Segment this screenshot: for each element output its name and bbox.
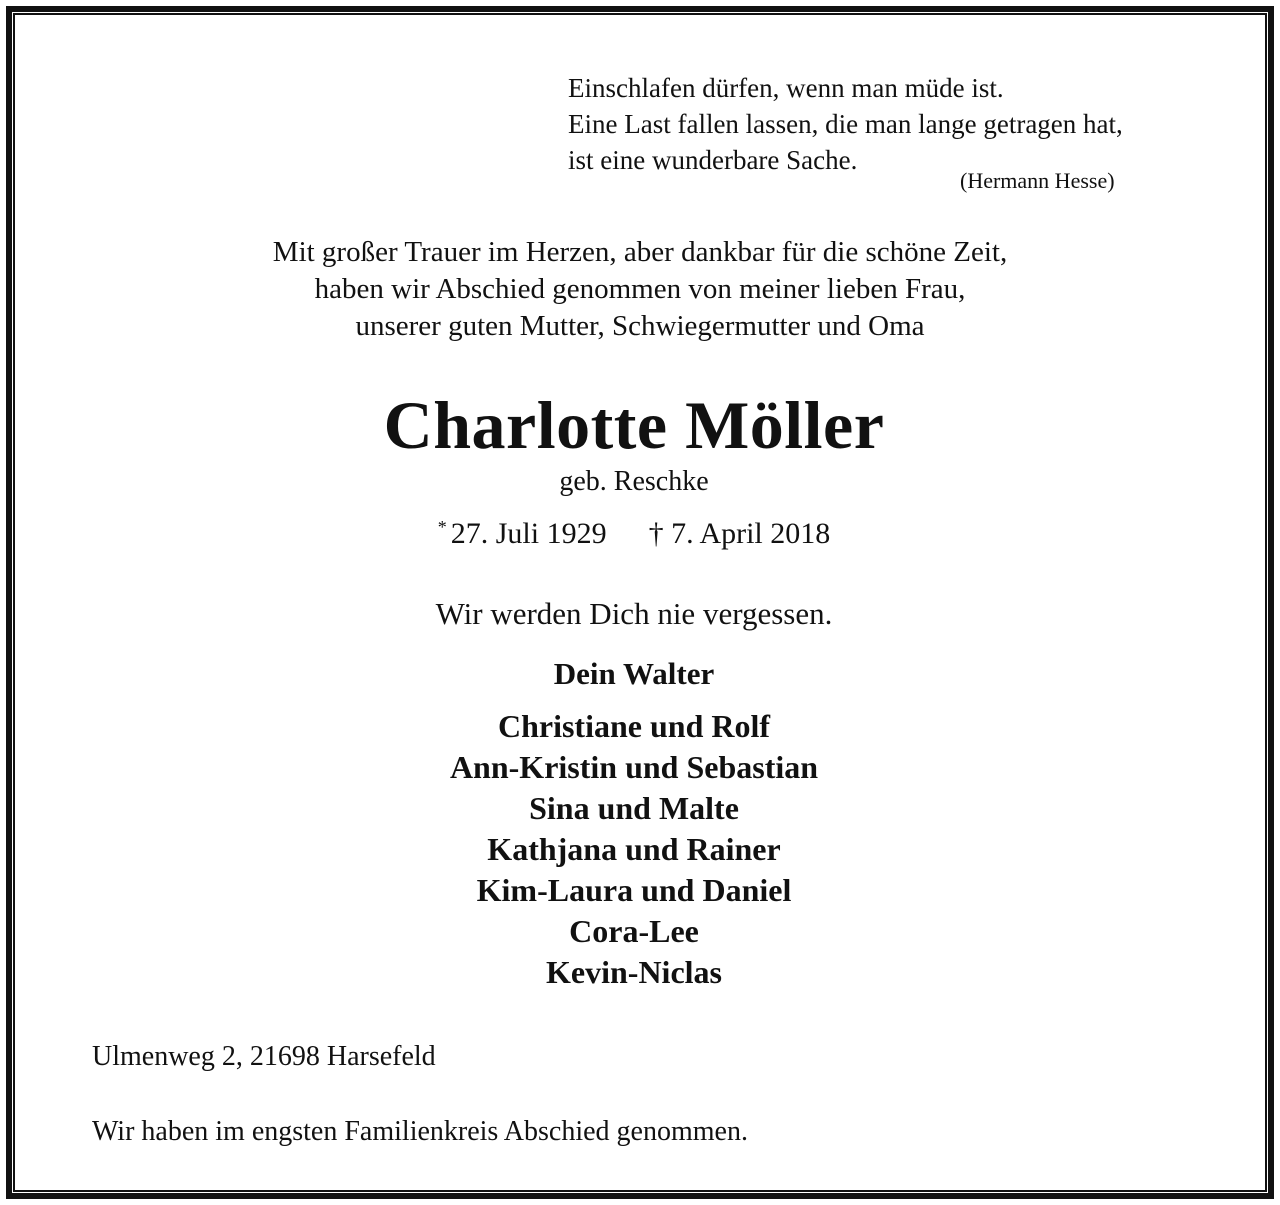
family-member: Ann-Kristin und Sebastian <box>449 749 819 785</box>
quote-author: (Hermann Hesse) <box>960 168 1115 193</box>
address: Ulmenweg 2, 21698 Harsefeld <box>92 1041 436 1072</box>
birth-symbol: * <box>437 517 447 537</box>
motto: Wir werden Dich nie vergessen. <box>435 596 833 631</box>
birth-name: geb. Reschke <box>559 466 709 497</box>
family-member: Kim-Laura und Daniel <box>476 872 792 908</box>
intro-text <box>0 234 1280 345</box>
death-date: 7. April 2018 <box>671 517 831 550</box>
deceased-name: Charlotte Möller <box>383 387 885 463</box>
intro-line: unserer guten Mutter, Schwiegermutter und Oma <box>355 310 925 342</box>
quote-line: Eine Last fallen lassen, die man lange getragen hat, <box>568 109 1123 139</box>
intro-line: haben wir Abschied genommen von meiner lieben Frau, <box>314 273 966 305</box>
closing-note: Wir haben im engsten Familienkreis Abschied genommen. <box>92 1116 748 1147</box>
hesse-quote <box>568 70 1123 178</box>
quote-line: ist eine wunderbare Sache. <box>568 145 858 175</box>
birth-date: 27. Juli 1929 <box>450 517 607 550</box>
family-member: Cora-Lee <box>569 913 699 949</box>
family-member: Sina und Malte <box>529 790 739 826</box>
family-member: Christiane und Rolf <box>497 708 771 744</box>
family-list <box>0 706 1268 993</box>
quote-line: Einschlafen dürfen, wenn man müde ist. <box>568 73 1004 103</box>
birth-date-group <box>438 517 607 550</box>
death-symbol: † <box>648 517 664 550</box>
family-member: Kathjana und Rainer <box>487 831 781 867</box>
life-dates <box>0 517 1268 551</box>
husband-signature: Dein Walter <box>553 656 715 691</box>
intro-line: Mit großer Trauer im Herzen, aber dankbar für die schöne Zeit, <box>272 236 1008 268</box>
family-member: Kevin-Niclas <box>546 954 722 990</box>
